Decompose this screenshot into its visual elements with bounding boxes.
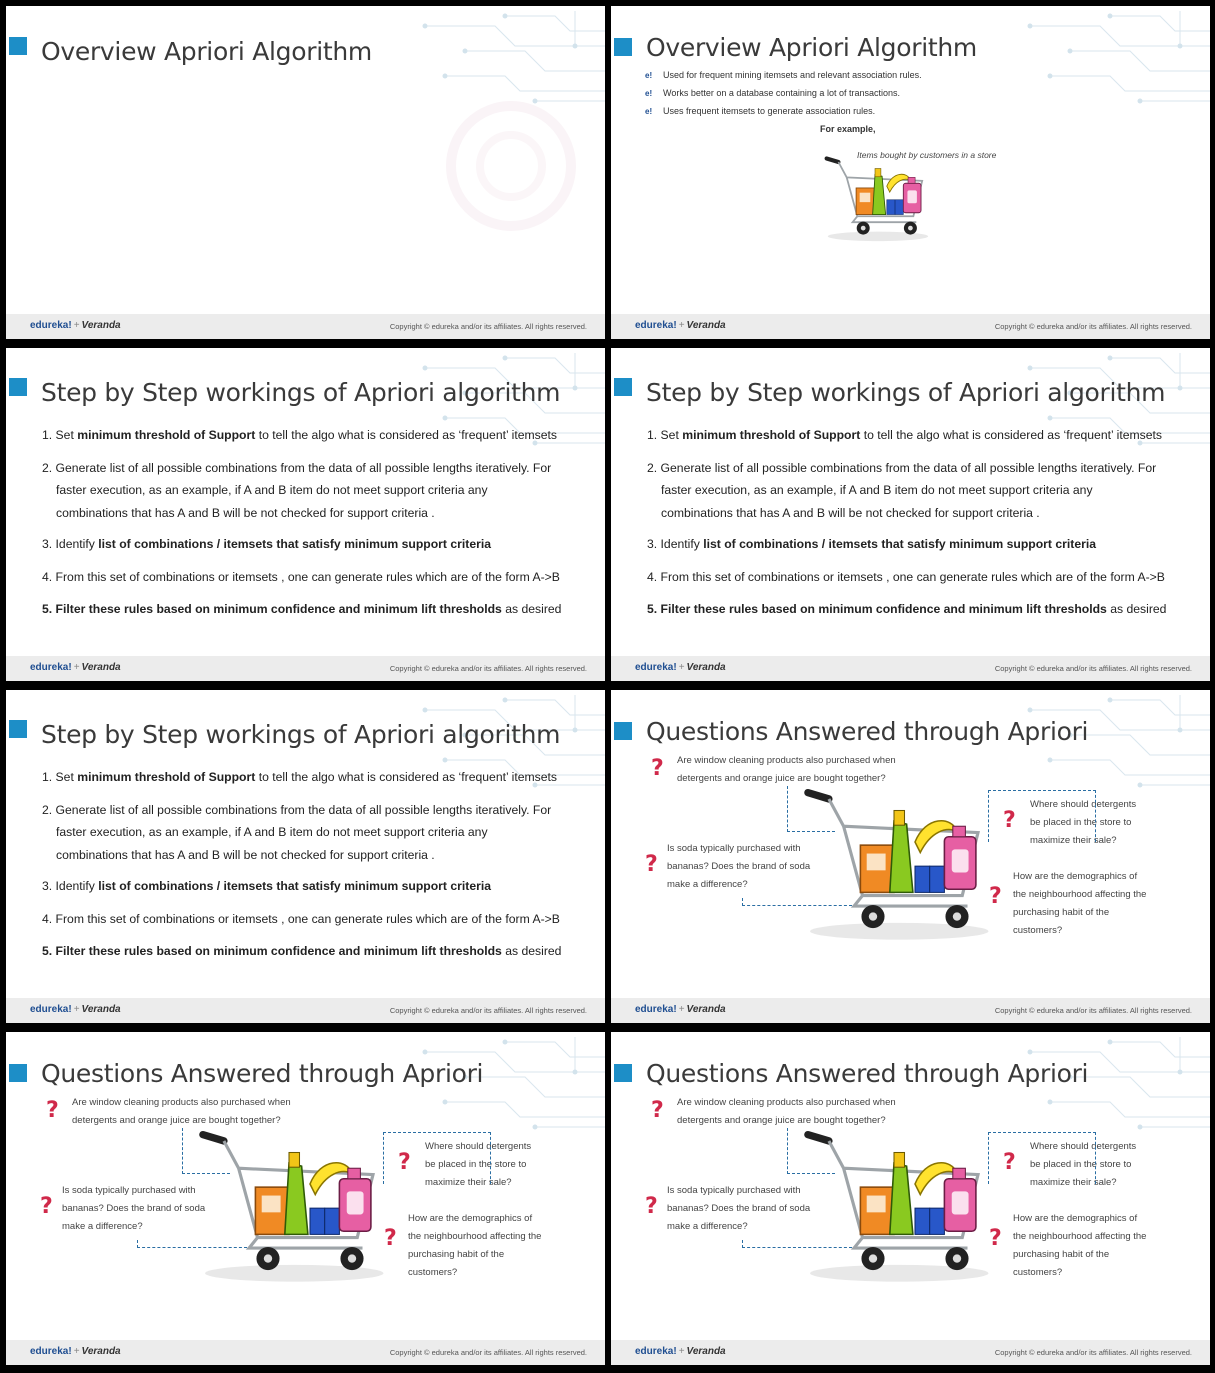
question-text: Are window cleaning products also purchased when (677, 1097, 896, 1108)
slide-title: Overview Apriori Algorithm (41, 37, 372, 66)
title-square-icon (614, 378, 632, 396)
slide-overview-intro (6, 6, 605, 339)
copyright: Copyright © edureka and/or its affiliates. All rights reserved. (389, 1006, 587, 1015)
question-mark-icon: ? (1003, 1150, 1016, 1175)
step-4 (42, 908, 587, 931)
steps-list (647, 424, 1192, 621)
logo-veranda: Veranda (81, 1004, 121, 1015)
slide-title: Questions Answered through Apriori (41, 1059, 484, 1088)
step-text: combinations that has A and B will be not checked for support criteria . (661, 505, 1040, 520)
question-text: How are the demographics of (1013, 1213, 1138, 1224)
step-text: as desired (501, 602, 562, 616)
logo-veranda: Veranda (81, 662, 121, 673)
step-bold: list of combinations / itemsets that satisfy minimum support criteria (98, 879, 492, 893)
title-square-icon (614, 722, 632, 740)
brand-logo (30, 1346, 121, 1357)
question-text: How are the demographics of (408, 1213, 533, 1224)
brand-logo (635, 320, 726, 331)
step-text: 3. Identify (42, 879, 99, 893)
shopping-cart-icon (816, 152, 934, 244)
question-mark-icon: ? (651, 756, 664, 781)
step-text: 1. Set (42, 770, 78, 784)
question-text: bananas? Does the brand of soda (62, 1203, 206, 1214)
brand-logo (30, 662, 121, 673)
copyright: Copyright © edureka and/or its affiliates. All rights reserved. (994, 322, 1192, 331)
overview-bullets (645, 70, 922, 124)
step-5 (42, 940, 587, 963)
step-text: to tell the algo what is considered as ‘frequent’ itemsets (255, 770, 558, 784)
question-mark-icon: ? (645, 852, 658, 877)
logo-plus: + (73, 1004, 80, 1015)
slide-questions (611, 1032, 1210, 1365)
brand-logo (30, 320, 121, 331)
copyright: Copyright © edureka and/or its affiliates. All rights reserved. (994, 1348, 1192, 1357)
question-4 (1013, 868, 1146, 940)
question-mark-icon: ? (1003, 808, 1016, 833)
step-text: 3. Identify (42, 537, 99, 551)
question-text: detergents and orange juice are bought together? (677, 1115, 886, 1126)
step-3 (647, 533, 1192, 556)
logo-edureka: edureka! (635, 320, 677, 331)
question-text: the neighbourhood affecting the (1013, 889, 1147, 900)
slide-title: Step by Step workings of Apriori algorithm (41, 378, 561, 407)
question-mark-icon: ? (40, 1194, 53, 1219)
slide-footer (6, 656, 605, 681)
question-text: Are window cleaning products also purchased when (72, 1097, 291, 1108)
slide-steps (6, 690, 605, 1023)
logo-plus: + (678, 1004, 685, 1015)
question-text: Is soda typically purchased with (62, 1185, 196, 1196)
question-text: be placed in the store to (425, 1159, 527, 1170)
step-text: 1. Set (42, 428, 78, 442)
question-text: make a difference? (62, 1221, 143, 1232)
slide-questions (611, 690, 1210, 1023)
slide-title: Step by Step workings of Apriori algorithm (646, 378, 1166, 407)
watermark-circle-inner (476, 131, 546, 201)
step-text: as desired (1106, 602, 1167, 616)
question-text: maximize their sale? (1030, 835, 1117, 846)
question-text: detergents and orange juice are bought together? (677, 773, 886, 784)
bullet-item (645, 70, 922, 88)
question-text: purchasing habit of the (1013, 1249, 1110, 1260)
logo-veranda: Veranda (686, 1004, 726, 1015)
shopping-cart-icon (789, 783, 999, 943)
step-bold: minimum threshold of Support (682, 428, 861, 442)
slide-title: Step by Step workings of Apriori algorithm (41, 720, 561, 749)
slide-title: Overview Apriori Algorithm (646, 33, 977, 62)
logo-plus: + (678, 320, 685, 331)
step-1 (42, 766, 587, 789)
logo-edureka: edureka! (30, 1346, 72, 1357)
step-2 (42, 799, 587, 867)
step-5 (647, 598, 1192, 621)
step-bold: 5. Filter these rules based on minimum confidence and minimum lift thresholds (42, 602, 502, 616)
step-2 (42, 457, 587, 525)
title-square-icon (9, 37, 27, 55)
question-mark-icon: ? (989, 884, 1002, 909)
slide-footer (6, 998, 605, 1023)
logo-plus: + (678, 1346, 685, 1357)
title-square-icon (614, 38, 632, 56)
slide-questions (6, 1032, 605, 1365)
bullet-text: Works better on a database containing a lot of transactions. (663, 88, 900, 98)
question-text: Is soda typically purchased with (667, 843, 801, 854)
question-text: customers? (1013, 925, 1063, 936)
slide-footer (611, 1340, 1210, 1365)
steps-list (42, 766, 587, 963)
question-text: maximize their sale? (425, 1177, 512, 1188)
slide-footer (6, 314, 605, 339)
question-text: customers? (1013, 1267, 1063, 1278)
logo-veranda: Veranda (686, 662, 726, 673)
question-mark-icon: ? (384, 1226, 397, 1251)
title-square-icon (9, 378, 27, 396)
step-4 (42, 566, 587, 589)
connector-line (988, 790, 1096, 842)
question-text: Is soda typically purchased with (667, 1185, 801, 1196)
question-text: purchasing habit of the (408, 1249, 505, 1260)
step-1 (42, 424, 587, 447)
title-square-icon (9, 720, 27, 738)
question-text: be placed in the store to (1030, 1159, 1132, 1170)
step-3 (42, 533, 587, 556)
logo-plus: + (678, 662, 685, 673)
question-text: the neighbourhood affecting the (1013, 1231, 1147, 1242)
copyright: Copyright © edureka and/or its affiliates. All rights reserved. (389, 1348, 587, 1357)
bullet-text: Used for frequent mining itemsets and relevant association rules. (663, 70, 922, 80)
bullet-text: Uses frequent itemsets to generate association rules. (663, 106, 876, 116)
logo-plus: + (73, 662, 80, 673)
step-text: faster execution, as an example, if A and B item do not meet support criteria any (56, 483, 488, 497)
question-text: Where should detergents (425, 1141, 532, 1152)
question-mark-icon: ? (989, 1226, 1002, 1251)
copyright: Copyright © edureka and/or its affiliates. All rights reserved. (389, 322, 587, 331)
logo-veranda: Veranda (81, 1346, 121, 1357)
step-bold: 5. Filter these rules based on minimum confidence and minimum lift thresholds (42, 944, 502, 958)
brand-logo (30, 1004, 121, 1015)
question-text: maximize their sale? (1030, 1177, 1117, 1188)
step-text: 2. Generate list of all possible combinations from the data of all possible lengths iteratively. For (42, 460, 552, 475)
slide-title: Questions Answered through Apriori (646, 717, 1089, 746)
step-bold: list of combinations / itemsets that satisfy minimum support criteria (703, 537, 1097, 551)
question-text: How are the demographics of (1013, 871, 1138, 882)
brand-logo (635, 1004, 726, 1015)
bullet-marker: e! (645, 107, 653, 116)
question-text: customers? (408, 1267, 458, 1278)
question-text: be placed in the store to (1030, 817, 1132, 828)
title-square-icon (614, 1064, 632, 1082)
step-bold: list of combinations / itemsets that satisfy minimum support criteria (98, 537, 492, 551)
bullet-marker: e! (645, 89, 653, 98)
step-text: 2. Generate list of all possible combinations from the data of all possible lengths iteratively. For (647, 460, 1157, 475)
shopping-cart-icon (184, 1125, 394, 1285)
step-text: 2. Generate list of all possible combinations from the data of all possible lengths iteratively. For (42, 802, 552, 817)
title-square-icon (9, 1064, 27, 1082)
question-mark-icon: ? (651, 1098, 664, 1123)
question-4 (1013, 1210, 1146, 1282)
step-text: 4. From this set of combinations or itemsets , one can generate rules which are of the form A->B (42, 911, 560, 926)
question-4 (408, 1210, 541, 1282)
connector-line (988, 1132, 1096, 1184)
step-text: combinations that has A and B will be not checked for support criteria . (56, 505, 435, 520)
step-bold: minimum threshold of Support (77, 770, 256, 784)
step-text: 4. From this set of combinations or itemsets , one can generate rules which are of the form A->B (647, 569, 1165, 584)
logo-veranda: Veranda (686, 1346, 726, 1357)
connector-line (383, 1132, 491, 1184)
question-text: Are window cleaning products also purchased when (677, 755, 896, 766)
step-1 (647, 424, 1192, 447)
step-5 (42, 598, 587, 621)
question-mark-icon: ? (46, 1098, 59, 1123)
slide-steps (6, 348, 605, 681)
slide-overview (611, 6, 1210, 339)
logo-veranda: Veranda (81, 320, 121, 331)
question-text: the neighbourhood affecting the (408, 1231, 542, 1242)
copyright: Copyright © edureka and/or its affiliates. All rights reserved. (389, 664, 587, 673)
logo-edureka: edureka! (635, 662, 677, 673)
copyright: Copyright © edureka and/or its affiliates. All rights reserved. (994, 664, 1192, 673)
cart-caption: Items bought by customers in a store (857, 150, 997, 160)
step-text: 4. From this set of combinations or itemsets , one can generate rules which are of the form A->B (42, 569, 560, 584)
logo-veranda: Veranda (686, 320, 726, 331)
shopping-cart-icon (789, 1125, 999, 1285)
step-4 (647, 566, 1192, 589)
step-text: combinations that has A and B will be not checked for support criteria . (56, 847, 435, 862)
brand-logo (635, 1346, 726, 1357)
logo-edureka: edureka! (635, 1346, 677, 1357)
step-text: faster execution, as an example, if A and B item do not meet support criteria any (661, 483, 1093, 497)
circuit-decoration (405, 6, 605, 116)
step-2 (647, 457, 1192, 525)
logo-edureka: edureka! (635, 1004, 677, 1015)
step-text: to tell the algo what is considered as ‘frequent’ itemsets (255, 428, 558, 442)
slide-footer (611, 314, 1210, 339)
step-bold: 5. Filter these rules based on minimum confidence and minimum lift thresholds (647, 602, 1107, 616)
slide-footer (611, 998, 1210, 1023)
question-text: Where should detergents (1030, 1141, 1137, 1152)
step-3 (42, 875, 587, 898)
step-text: as desired (501, 944, 562, 958)
step-text: faster execution, as an example, if A and B item do not meet support criteria any (56, 825, 488, 839)
step-text: to tell the algo what is considered as ‘frequent’ itemsets (860, 428, 1163, 442)
question-text: make a difference? (667, 1221, 748, 1232)
logo-edureka: edureka! (30, 320, 72, 331)
slide-footer (611, 656, 1210, 681)
copyright: Copyright © edureka and/or its affiliates. All rights reserved. (994, 1006, 1192, 1015)
steps-list (42, 424, 587, 621)
question-text: Where should detergents (1030, 799, 1137, 810)
logo-edureka: edureka! (30, 662, 72, 673)
brand-logo (635, 662, 726, 673)
slide-title: Questions Answered through Apriori (646, 1059, 1089, 1088)
bullet-marker: e! (645, 71, 653, 80)
circuit-decoration (1010, 6, 1210, 116)
question-mark-icon: ? (645, 1194, 658, 1219)
question-text: purchasing habit of the (1013, 907, 1110, 918)
step-text: 3. Identify (647, 537, 704, 551)
for-example-label: For example, (820, 124, 876, 134)
step-bold: minimum threshold of Support (77, 428, 256, 442)
question-text: make a difference? (667, 879, 748, 890)
logo-plus: + (73, 1346, 80, 1357)
step-text: 1. Set (647, 428, 683, 442)
question-text: bananas? Does the brand of soda (667, 1203, 811, 1214)
question-mark-icon: ? (398, 1150, 411, 1175)
slide-steps (611, 348, 1210, 681)
logo-plus: + (73, 320, 80, 331)
slide-footer (6, 1340, 605, 1365)
bullet-item (645, 106, 922, 124)
bullet-item (645, 88, 922, 106)
question-text: bananas? Does the brand of soda (667, 861, 811, 872)
question-text: detergents and orange juice are bought together? (72, 1115, 281, 1126)
logo-edureka: edureka! (30, 1004, 72, 1015)
